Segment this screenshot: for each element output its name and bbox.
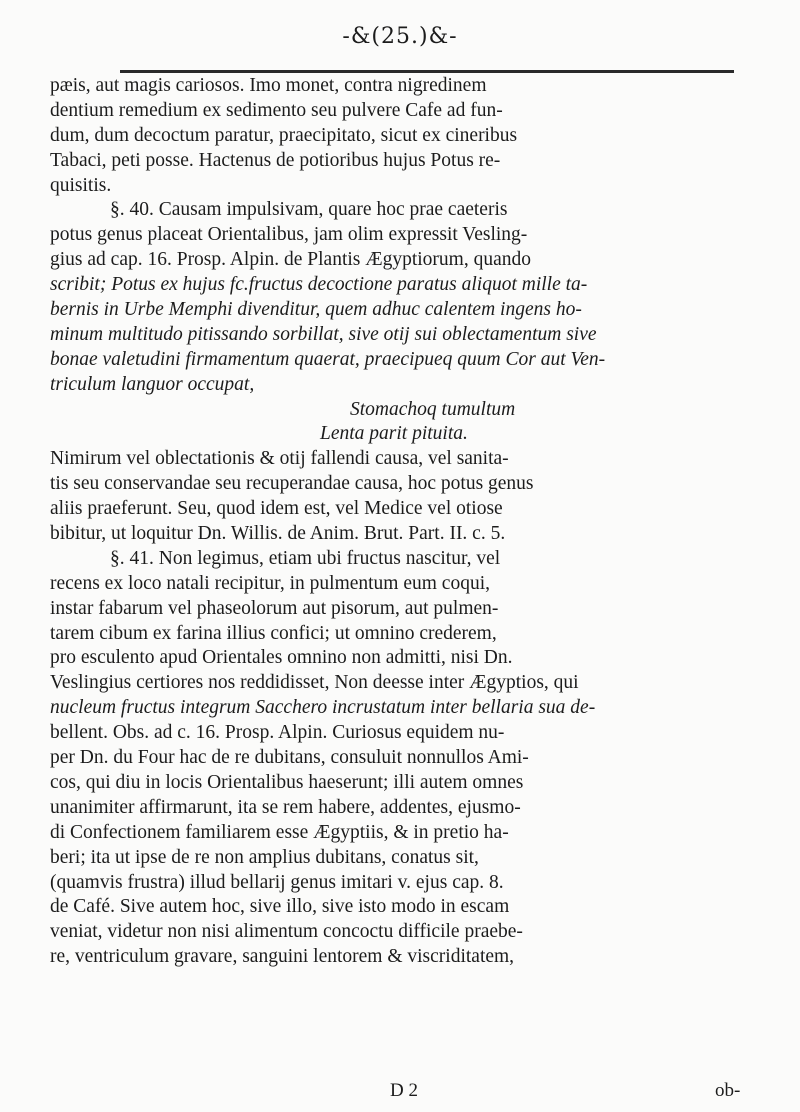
text-line: veniat, videtur non nisi alimentum concoctu difficile praebe- — [50, 921, 523, 943]
text-line: potus genus placeat Orientalibus, jam olim expressit Vesling- — [50, 224, 528, 246]
header-rule — [120, 70, 734, 73]
text-line: bibitur, ut loquitur Dn. Willis. de Anim. Brut. Part. II. c. 5. — [50, 523, 506, 545]
text-line: tis seu conservandae seu recuperandae causa, hoc potus genus — [50, 473, 534, 495]
text-line: gius ad cap. 16. Prosp. Alpin. de Plantis Ægyptiorum, quando — [50, 249, 531, 271]
text-line: per Dn. du Four hac de re dubitans, consuluit nonnullos Ami- — [50, 747, 529, 769]
quote-line: nucleum fructus integrum Sacchero incrustatum inter bellaria sua de- — [50, 697, 596, 719]
quote-line: minum multitudo pitissando sorbillat, sive otij sui oblectamentum sive — [50, 323, 597, 345]
section-40-start: §. 40. Causam impulsivam, quare hoc prae caeteris — [110, 199, 508, 221]
text-line: dum, dum decoctum paratur, praecipitato, sicut ex cineribus — [50, 124, 518, 146]
text-line: Veslingius certiores nos reddidisset, Non deesse inter Ægyptios, qui — [50, 672, 579, 694]
quote-line: bonae valetudini firmamentum quaerat, praecipueq quum Cor aut Ven- — [50, 348, 606, 370]
quote-line: triculum languor occupat, — [50, 373, 255, 395]
text-line: de Café. Sive autem hoc, sive illo, sive isto modo in escam — [50, 896, 510, 918]
section-41-start: §. 41. Non legimus, etiam ubi fructus nascitur, vel — [110, 547, 501, 569]
quote-line: scribit; Potus ex hujus fc.fructus decoctione paratus aliquot mille ta- — [50, 274, 588, 296]
text-line: pæis, aut magis cariosos. Imo monet, contra nigredinem — [50, 75, 487, 96]
text-line: re, ventriculum gravare, sanguini lentorem & viscriditatem, — [50, 946, 515, 968]
text-line: Nimirum vel oblectationis & otij fallendi causa, vel sanita- — [50, 448, 509, 470]
page-footer — [0, 1080, 800, 1106]
text-line: bellent. Obs. ad c. 16. Prosp. Alpin. Curiosus equidem nu- — [50, 722, 505, 744]
text-line: quisitis. — [50, 174, 112, 196]
text-line: cos, qui diu in locis Orientalibus haeserunt; illi autem omnes — [50, 771, 524, 793]
text-line: aliis praeferunt. Seu, quod idem est, vel Medice vel otiose — [50, 498, 503, 520]
quote-line: bernis in Urbe Memphi divenditur, quem adhuc calentem ingens ho- — [50, 299, 582, 321]
verse-line: Lenta parit pituita. — [320, 423, 468, 445]
signature-mark: D 2 — [390, 1080, 418, 1101]
text-line: pro esculento apud Orientales omnino non admitti, nisi Dn. — [50, 647, 513, 669]
verse-line: Stomachoq tumultum — [350, 398, 516, 420]
text-line: unanimiter affirmarunt, ita se rem habere, addentes, ejusmo- — [50, 796, 521, 818]
catchword: ob- — [715, 1080, 741, 1101]
page-number-header: -&(25.)&- — [342, 24, 458, 49]
text-line: dentium remedium ex sedimento seu pulvere Cafe ad fun- — [50, 99, 503, 121]
text-line: di Confectionem familiarem esse Ægyptiis, & in pretio ha- — [50, 821, 509, 843]
text-line: Tabaci, peti posse. Hactenus de potioribus hujus Potus re- — [50, 149, 501, 171]
page-body — [50, 74, 785, 970]
text-line: tarem cibum ex farina illius confici; ut omnino crederem, — [50, 622, 497, 644]
text-line: (quamvis frustra) illud bellarij genus imitari v. ejus cap. 8. — [50, 871, 504, 893]
text-line: recens ex loco natali recipitur, in pulmentum eum coqui, — [50, 572, 490, 594]
text-line: beri; ita ut ipse de re non amplius dubitans, conatus sit, — [50, 846, 479, 868]
text-line: instar fabarum vel phaseolorum aut pisorum, aut pulmen- — [50, 597, 499, 619]
